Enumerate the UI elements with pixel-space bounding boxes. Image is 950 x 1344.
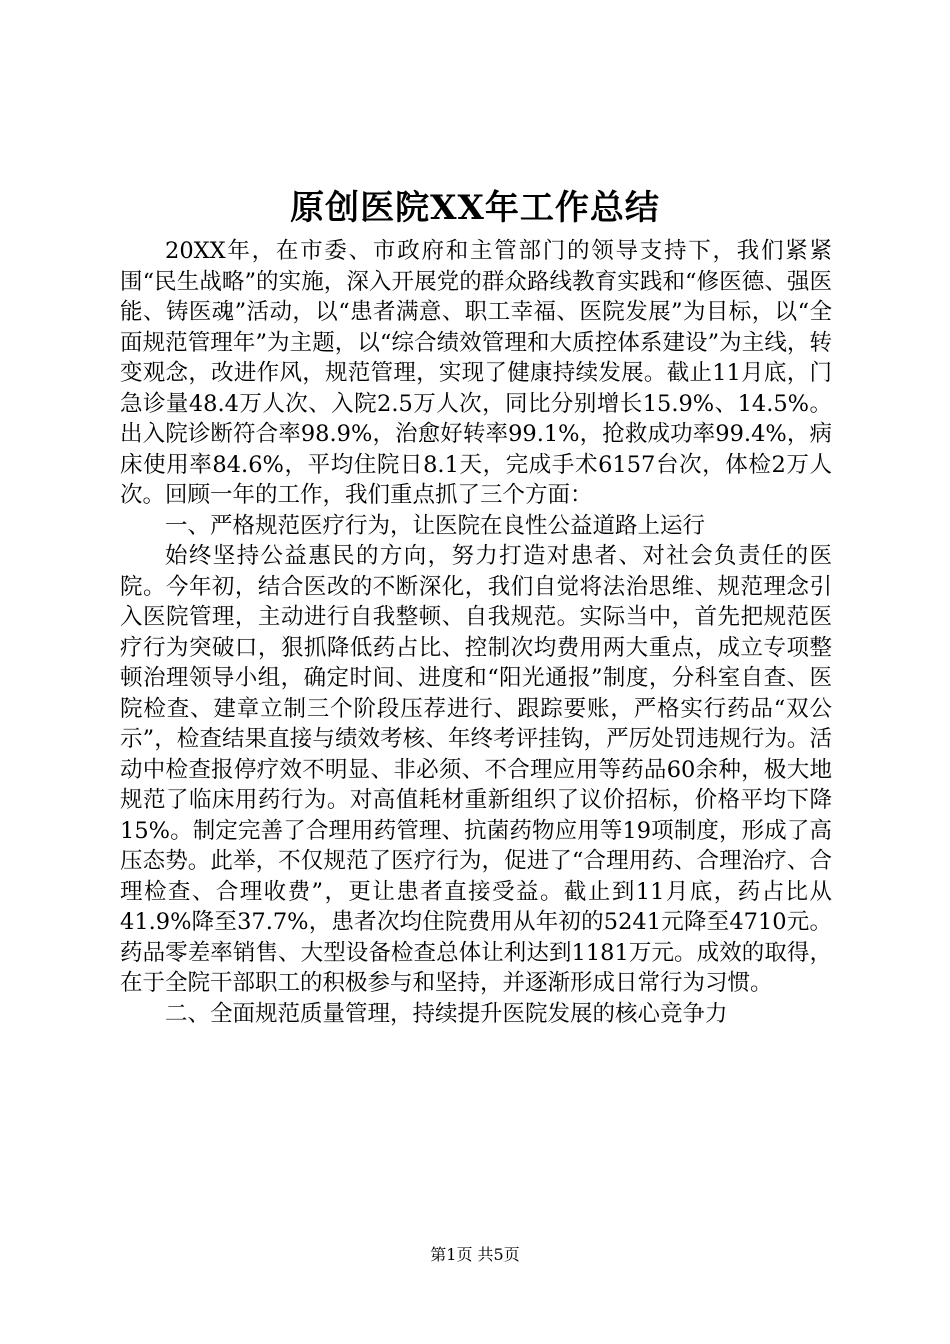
paragraph-intro: 20XX年，在市委、市政府和主管部门的领导支持下，我们紧紧围“民生战略”的实施，深入开展党的群众路线教育实践和“修医德、强医能、铸医魂”活动，以“患者满意、职工幸福、医院发展”为目标，以“全面规范管理年”为主题，以“综合绩效管理和大质控体系建设”为主线，转变观念，改进作风，规范管理，实现了健康持续发展。截止11月底，门急诊量48.4万人次、入院2.5万人次，同比分别增长15.9%、14.5%。出入院诊断符合率98.9%，治愈好转率99.1%，抢救成功率99.4%，病床使用率84.6%，平均住院日8.1天，完成手术6157台次，体检2万人次。回顾一年的工作，我们重点抓了三个方面：	[120, 238, 832, 508]
document-body	[120, 236, 832, 1029]
section-heading-1: 一、严格规范医疗行为，让医院在良性公益道路上运行	[165, 512, 706, 539]
paragraph-section-1: 始终坚持公益惠民的方向，努力打造对患者、对社会负责任的医院。今年初，结合医改的不断深化，我们自觉将法治思维、规范理念引入医院管理，主动进行自我整顿、自我规范。实际当中，首先把规范医疗行为突破口，狠抓降低药占比、控制次均费用两大重点，成立专项整顿治理领导小组，确定时间、进度和“阳光通报”制度，分科室自查、医院检查、建章立制三个阶段压荐进行、跟踪要账，严格实行药品“双公示”，检查结果直接与绩效考核、年终考评挂钩，严厉处罚违规行为。活动中检查报停疗效不明显、非必须、不合理应用等药品60余种，极大地规范了临床用药行为。对高值耗材重新组织了议价招标，价格平均下降15%。制定完善了合理用药管理、抗菌药物应用等19项制度，形成了高压态势。此举，不仅规范了医疗行为，促进了“合理用药、合理治疗、合理检查、合理收费”，更让患者直接受益。截止到11月底，药占比从41.9%降至37.7%，患者次均住院费用从年初的5241元降至4710元。药品零差率销售、大型设备检查总体让利达到1181万元。成效的取得，在于全院干部职工的积极参与和坚持，并逐渐形成日常行为习惯。	[120, 543, 832, 996]
section-heading-2: 二、全面规范质量管理，持续提升医院发展的核心竞争力	[165, 1000, 728, 1027]
page-footer: 第1页 共5页	[430, 1245, 520, 1264]
document-title: 原创医院XX年工作总结	[290, 188, 660, 228]
